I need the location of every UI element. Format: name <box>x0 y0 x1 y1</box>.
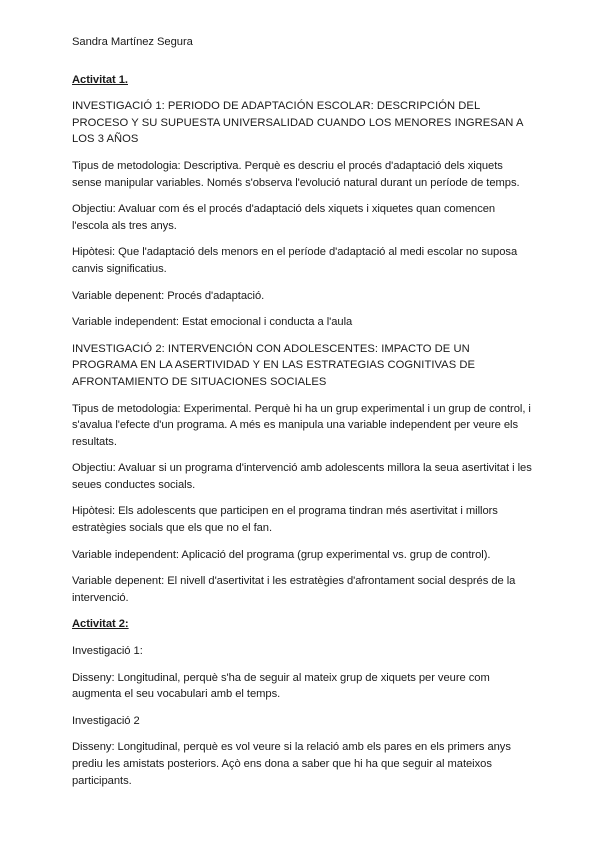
activitat-2-investigacio-1-label: Investigació 1: <box>72 645 143 658</box>
investigacio-2-variable-depenent: Variable depenent: El nivell d'asertivitat i les estratègies d'afrontament social després de la intervenció. <box>72 575 516 604</box>
investigacio-2-variable-independent: Variable independent: Aplicació del programa (grup experimental vs. grup de control). <box>72 548 491 561</box>
activitat-1-heading: Activitat 1. <box>72 73 128 86</box>
investigacio-2-metodologia: Tipus de metodologia: Experimental. Perquè hi ha un grup experimental i un grup de control, i s'avalua l'efecte d'un programa. A més es manipula una variable independent per veure els resultats. <box>72 402 531 448</box>
investigacio-1-metodologia: Tipus de metodologia: Descriptiva. Perquè es descriu el procés d'adaptació dels xiquets sense manipular variables. Només s'observa l'evolució natural durant un període de temps. <box>72 159 520 189</box>
activitat-2-investigacio-1-disseny: Disseny: Longitudinal, perquè s'ha de seguir al mateix grup de xiquets per veure com augmenta el seu vocabulari amb el temps. <box>72 671 490 701</box>
investigacio-2-hipotesi: Hipòtesi: Els adolescents que participen en el programa tindran més asertivitat i millors estratègies socials que els que no el fan. <box>72 505 498 535</box>
investigacio-2-objectiu: Objectiu: Avaluar si un programa d'intervenció amb adolescents millora la seua asertivitat i les seues conductes socials. <box>72 462 532 491</box>
author-name: Sandra Martínez Segura <box>72 36 193 48</box>
investigacio-1-hipotesi: Hipòtesi: Que l'adaptació dels menors en el període d'adaptació al medi escolar no suposa canvis significatius. <box>72 246 518 275</box>
investigacio-1-objectiu: Objectiu: Avaluar com és el procés d'adaptació dels xiquets i xiquetes quan comencen l'escola als tres anys. <box>72 203 496 232</box>
activitat-2-investigacio-2-disseny: Disseny: Longitudinal, perquè es vol veure si la relació amb els pares en els primers anys prediu les amistats posteriors. Açò ens dona a saber que hi ha que seguir al mateixos participants. <box>72 741 511 787</box>
activitat-2-investigacio-2-label: Investigació 2 <box>72 714 140 727</box>
investigacio-1-title: INVESTIGACIÓ 1: PERIODO DE ADAPTACIÓN ESCOLAR: DESCRIPCIÓN DEL PROCESO Y SU SUPUESTA UNIVERSALIDAD CUANDO LOS MENORES INGRESAN A LOS 3 AÑOS <box>72 100 523 146</box>
document-page <box>72 34 532 799</box>
investigacio-2-title: INVESTIGACIÓ 2: INTERVENCIÓN CON ADOLESCENTES: IMPACTO DE UN PROGRAMA EN LA ASERTIVIDAD Y EN LAS ESTRATEGIAS COGNITIVAS DE AFRONTAMIENTO DE SITUACIONES SOCIALES <box>72 342 476 388</box>
activitat-2-heading: Activitat 2: <box>72 618 129 631</box>
investigacio-1-variable-depenent: Variable depenent: Procés d'adaptació. <box>72 289 265 302</box>
investigacio-1-variable-independent: Variable independent: Estat emocional i conducta a l'aula <box>72 316 353 329</box>
